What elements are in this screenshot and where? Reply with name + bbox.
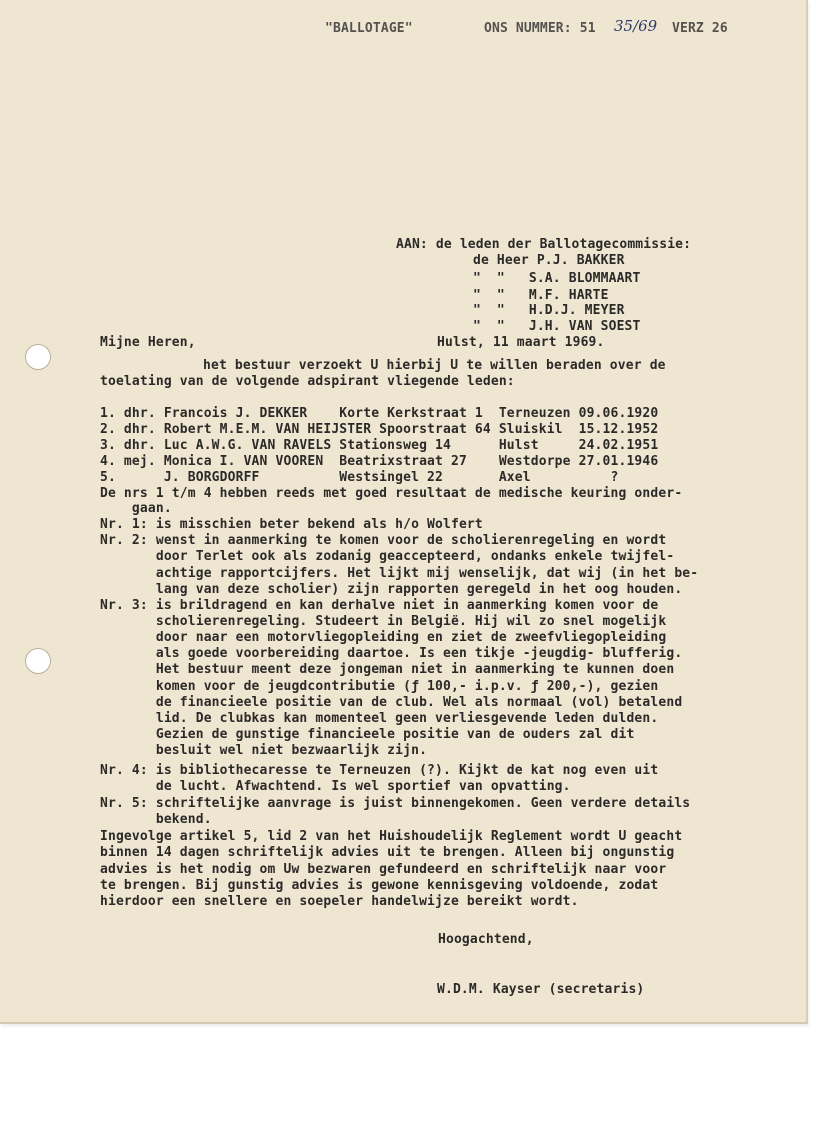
note-line: te brengen. Bij gunstig advies is gewone kennisgeving voldoende, zodat [100,878,659,893]
note-line: de financieele positie van de club. Wel als normaal (vol) betalend [100,695,683,710]
note-line: lid. De clubkas kan momenteel geen verliesgevende leden dulden. [100,711,659,726]
note-line: Nr. 2: wenst in aanmerking te komen voor de scholierenregeling en wordt [100,533,667,548]
place-date: Hulst, 11 maart 1969. [437,335,605,350]
addressee-member: de Heer P.J. BAKKER [473,253,625,268]
closing: Hoogachtend, [438,932,534,947]
addressee-member: " " J.H. VAN SOEST [473,319,641,334]
note-line: komen voor de jeugdcontributie (ƒ 100,- i.p.v. ƒ 200,-), gezien [100,679,659,694]
note-line: binnen 14 dagen schriftelijk advies uit te brengen. Alleen bij ongunstig [100,845,675,860]
salutation: Mijne Heren, [100,335,196,350]
note-line: De nrs 1 t/m 4 hebben reeds met goed resultaat de medische keuring onder- [100,486,683,501]
note-line: de lucht. Afwachtend. Is wel sportief van opvatting. [100,779,571,794]
candidate-row: 5. J. BORGDORFF Westsingel 22 Axel ? [100,470,619,485]
note-line: Nr. 3: is brildragend en kan derhalve niet in aanmerking komen voor de [100,598,659,613]
note-line: achtige rapportcijfers. Het lijkt mij wenselijk, dat wij (in het be- [100,566,699,581]
header-title: "BALLOTAGE" [325,21,413,36]
punch-hole [25,648,51,674]
note-line: hierdoor een snellere en soepeler handelwijze bereikt wordt. [100,894,579,909]
note-line: lang van deze scholier) zijn rapporten geregeld in het oog houden. [100,582,683,597]
intro-line: het bestuur verzoekt U hierbij U te willen beraden over de [203,358,666,373]
punch-hole [25,344,51,370]
note-line: Gezien de gunstige financieele positie van de ouders zal dit [100,727,635,742]
note-line: door Terlet ook als zodanig geaccepteerd, ondanks enkele twijfel- [100,549,675,564]
note-line: Nr. 5: schriftelijke aanvrage is juist binnengekomen. Geen verdere details [100,796,691,811]
candidate-row: 3. dhr. Luc A.W.G. VAN RAVELS Stationsweg 14 Hulst 24.02.1951 [100,438,659,453]
reference-number-label: ONS NUMMER: 51 [484,21,596,36]
note-line: door naar een motorvliegopleiding en ziet de zweefvliegopleiding [100,630,667,645]
note-line: gaan. [100,501,172,516]
note-line: Nr. 1: is misschien beter bekend als h/o Wolfert [100,517,483,532]
reference-number-handwritten: 35/69 [614,17,658,35]
intro-line: toelating van de volgende adspirant vliegende leden: [100,374,515,389]
addressee-line: AAN: de leden der Ballotagecommissie: [396,237,692,252]
note-line: scholierenregeling. Studeert in België. Hij wil zo snel mogelijk [100,614,667,629]
note-line: Nr. 4: is bibliothecaresse te Terneuzen (?). Kijkt de kat nog even uit [100,763,659,778]
note-line: als goede voorbereiding daartoe. Is een tikje -jeugdig- blufferig. [100,646,683,661]
addressee-member: " " H.D.J. MEYER [473,303,625,318]
note-line: Het bestuur meent deze jongeman niet in aanmerking te kunnen doen [100,662,675,677]
note-line: besluit wel niet bezwaarlijk zijn. [100,743,428,758]
verz-number: VERZ 26 [672,21,728,36]
candidate-row: 4. mej. Monica I. VAN VOOREN Beatrixstraat 27 Westdorpe 27.01.1946 [100,454,659,469]
signature: W.D.M. Kayser (secretaris) [437,982,645,997]
addressee-member: " " M.F. HARTE [473,288,609,303]
note-line: Ingevolge artikel 5, lid 2 van het Huishoudelijk Reglement wordt U geacht [100,829,683,844]
note-line: advies is het nodig om Uw bezwaren gefundeerd en schriftelijk naar voor [100,862,667,877]
addressee-member: " " S.A. BLOMMAART [473,271,641,286]
candidate-row: 2. dhr. Robert M.E.M. VAN HEIJSTER Spoorstraat 64 Sluiskil 15.12.1952 [100,422,659,437]
candidate-row: 1. dhr. Francois J. DEKKER Korte Kerkstraat 1 Terneuzen 09.06.1920 [100,406,659,421]
note-line: bekend. [100,812,212,827]
